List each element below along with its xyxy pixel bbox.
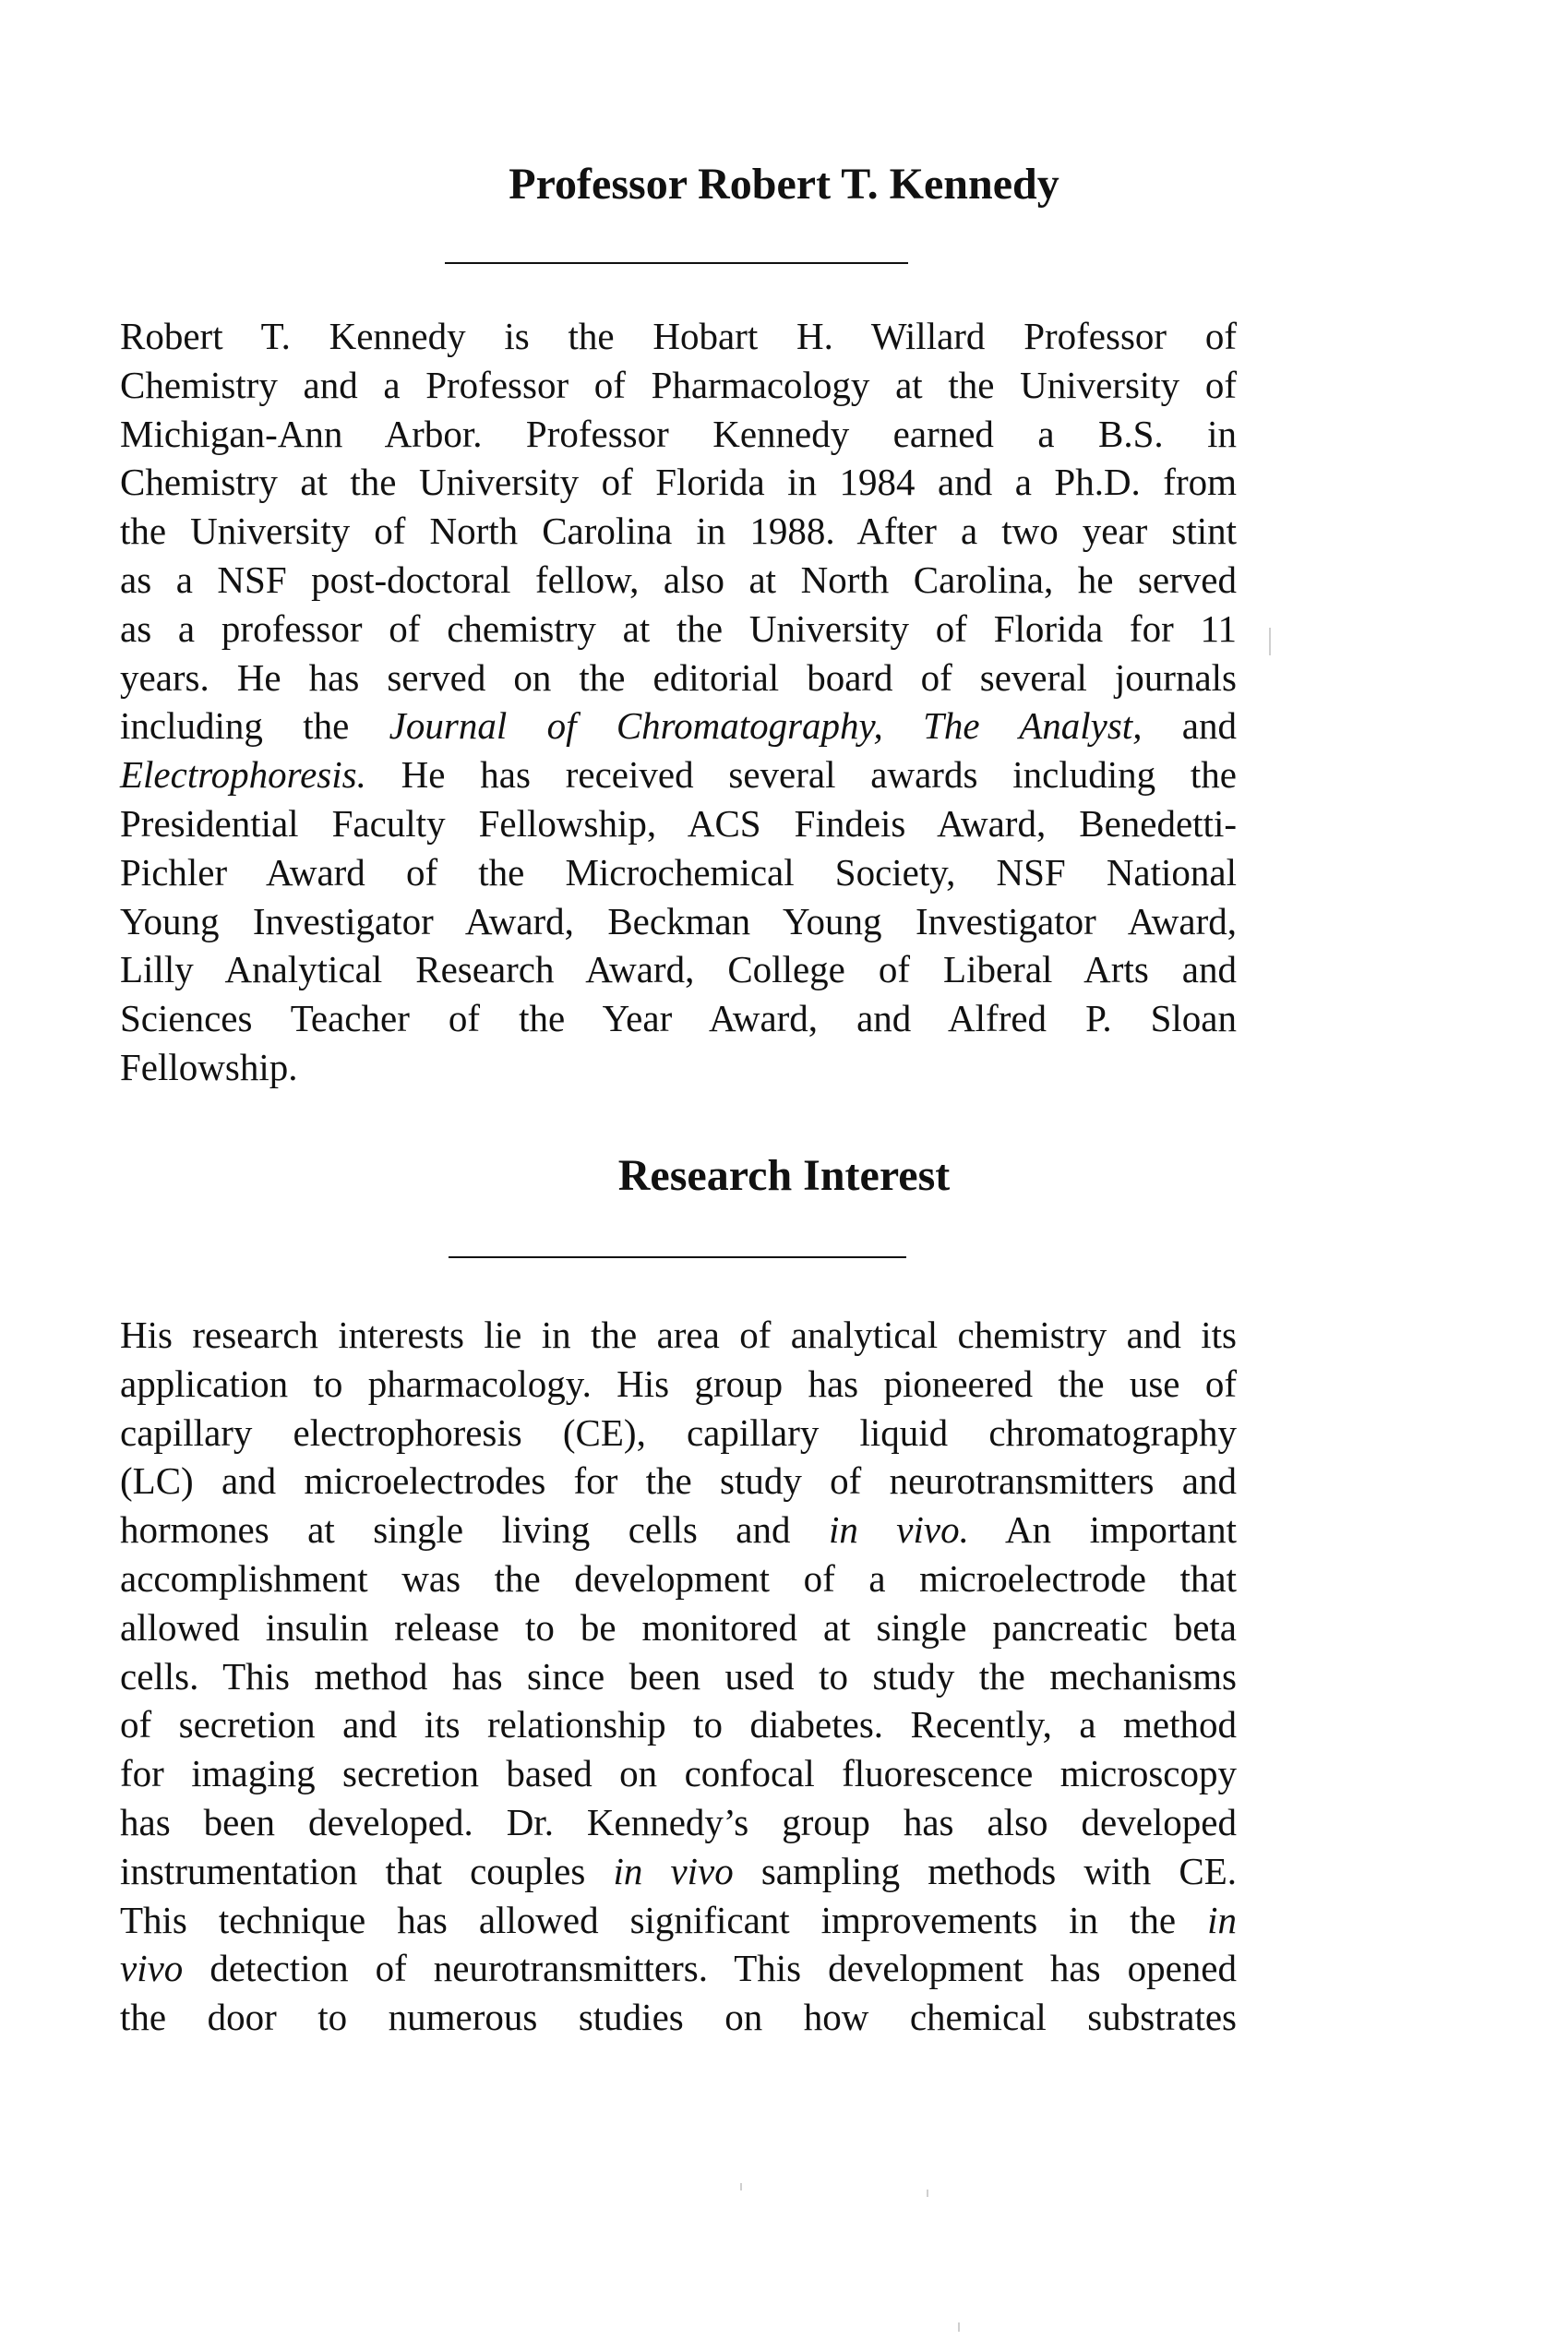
bio-line <box>120 750 1237 799</box>
scan-artifact <box>927 2190 928 2197</box>
research-line: the door to numerous studies on how chemical substrates <box>120 1996 1237 2039</box>
biography-paragraph <box>120 312 1237 1092</box>
italic-term: in vivo. <box>828 1508 969 1552</box>
bio-line: Michigan-Ann Arbor. Professor Kennedy earned a B.S. in <box>120 412 1237 455</box>
research-line: accomplishment was the development of a microelectrode that <box>120 1556 1237 1600</box>
research-line: allowed insulin release to be monitored at single pancreatic beta <box>120 1605 1237 1649</box>
research-line: His research interests lie in the area of analytical chemistry and its <box>120 1314 1237 1356</box>
text-segment: An important <box>968 1508 1237 1552</box>
text-segment: sampling methods with CE. <box>733 1849 1237 1892</box>
journal-title: The Analyst, <box>923 704 1143 748</box>
italic-term: in vivo <box>613 1849 734 1892</box>
research-line <box>120 1847 1237 1896</box>
title-underline <box>445 262 908 264</box>
bio-line: as a professor of chemistry at the University of Florida for 11 <box>120 606 1237 650</box>
bio-line: as a NSF post-doctoral fellow, also at North Carolina, he served <box>120 558 1237 601</box>
bio-line: Fellowship. <box>120 1045 298 1088</box>
italic-term: in <box>1207 1898 1237 1941</box>
research-line <box>120 1506 1237 1554</box>
bio-line: Chemistry at the University of Florida in 1984 and a Ph.D. from <box>120 461 1237 504</box>
text-segment: He has received several awards including the <box>365 753 1237 797</box>
research-line: for imaging secretion based on confocal fluorescence microscopy <box>120 1752 1237 1795</box>
text-segment: This technique has allowed significant improvements in the <box>120 1898 1208 1941</box>
bio-line: Young Investigator Award, Beckman Young Investigator Award, <box>120 899 1237 942</box>
bio-line: Pichler Award of the Microchemical Society, NSF National <box>120 850 1237 894</box>
journal-title: Electrophoresis. <box>120 753 366 797</box>
bio-journals-line <box>120 702 1237 750</box>
italic-term: vivo <box>120 1947 184 1990</box>
text-segment: including the <box>120 704 389 748</box>
page-title: Professor Robert T. Kennedy <box>509 160 1059 209</box>
text-segment: instrumentation that couples <box>120 1849 614 1892</box>
journal-title: Journal of Chromatography, <box>389 704 883 748</box>
bio-line: Chemistry and a Professor of Pharmacology at the University of <box>120 363 1237 406</box>
research-line: of secretion and its relationship to diabetes. Recently, a method <box>120 1703 1237 1746</box>
scan-artifact <box>958 2322 960 2332</box>
research-line: has been developed. Dr. Kennedy’s group has also developed <box>120 1800 1237 1843</box>
research-line <box>120 1896 1237 1945</box>
scan-artifact <box>740 2183 742 2190</box>
section-underline <box>449 1256 906 1258</box>
bio-line: Robert T. Kennedy is the Hobart H. Willard Professor of <box>120 315 1237 357</box>
research-line: application to pharmacology. His group has pioneered the use of <box>120 1362 1237 1405</box>
text-segment: hormones at single living cells and <box>120 1508 829 1552</box>
research-line <box>120 1944 1237 1993</box>
scan-artifact <box>1269 628 1271 655</box>
bio-line: years. He has served on the editorial board of several journals <box>120 655 1237 699</box>
research-line: cells. This method has since been used to study the mechanisms <box>120 1654 1237 1698</box>
text-segment: and <box>1142 704 1238 748</box>
bio-line: the University of North Carolina in 1988. After a two year stint <box>120 510 1237 553</box>
research-line: (LC) and microelectrodes for the study of neurotransmitters and <box>120 1459 1237 1503</box>
research-line: capillary electrophoresis (CE), capillary liquid chromatography <box>120 1410 1237 1454</box>
section-heading: Research Interest <box>617 1151 951 1200</box>
bio-line: Lilly Analytical Research Award, College of Liberal Arts and <box>120 948 1237 991</box>
text-segment: detection of neurotransmitters. This development has opened <box>183 1947 1237 1990</box>
research-paragraph <box>120 1311 1237 2042</box>
bio-line: Presidential Faculty Fellowship, ACS Findeis Award, Benedetti- <box>120 801 1237 845</box>
text-segment <box>883 704 923 747</box>
bio-line: Sciences Teacher of the Year Award, and Alfred P. Sloan <box>120 997 1237 1040</box>
